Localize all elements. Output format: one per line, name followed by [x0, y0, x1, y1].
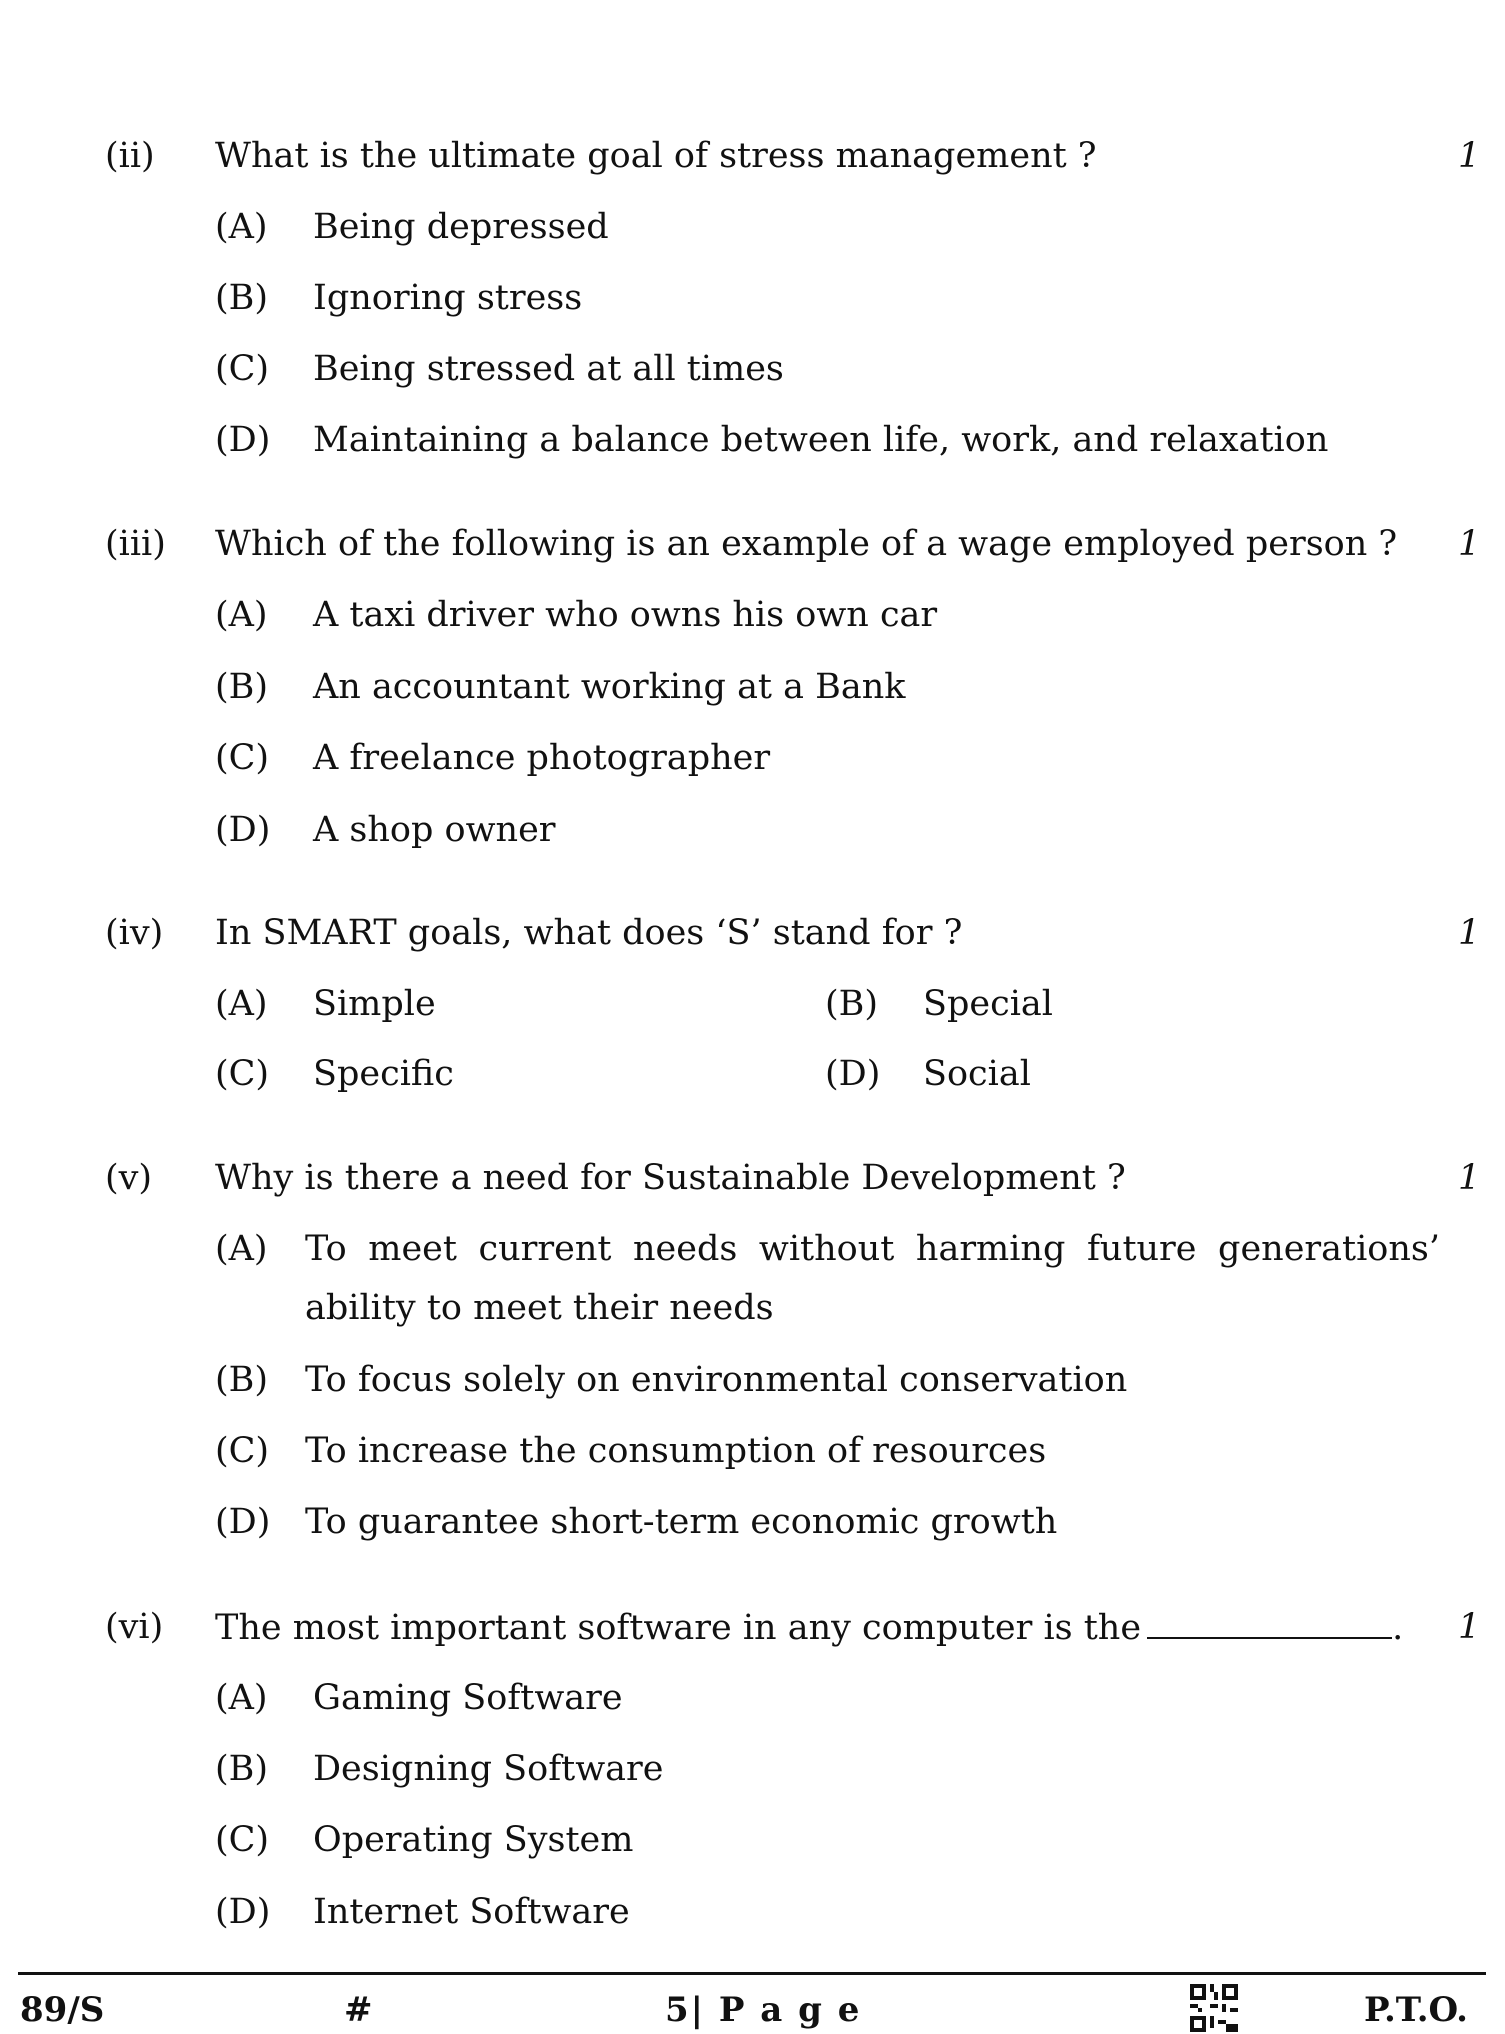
footer-divider [18, 1972, 1486, 1975]
option-text: A taxi driver who owns his own car [313, 595, 938, 635]
question-number: (vi) [105, 1607, 164, 1647]
paper-code: 89/S [20, 1990, 105, 2030]
option-text: Operating System [313, 1820, 634, 1860]
option-text: An accountant working at a Bank [313, 667, 906, 707]
option-text-line-2: ability to meet their needs [305, 1288, 774, 1328]
fill-in-blank [1147, 1607, 1392, 1639]
option-text: Internet Software [313, 1892, 630, 1932]
option-text: Gaming Software [313, 1678, 623, 1718]
option-label: (D) [825, 1054, 881, 1094]
option-text: A shop owner [313, 810, 556, 850]
question-text-end: . [1392, 1608, 1404, 1648]
option-text: Being depressed [313, 207, 609, 247]
option-label: (D) [215, 1892, 271, 1932]
option-label: (B) [215, 278, 269, 318]
question-text: Why is there a need for Sustainable Development ? [215, 1158, 1126, 1198]
hash-mark: # [344, 1990, 373, 2030]
option-label: (A) [215, 1229, 268, 1269]
option-text-line-1: To meet current needs without harming future generations’ [305, 1229, 1440, 1269]
option-label: (D) [215, 1502, 271, 1542]
option-text: Simple [313, 984, 436, 1024]
option-text: Being stressed at all times [313, 349, 784, 389]
option-text: A freelance photographer [313, 738, 771, 778]
option-label: (D) [215, 810, 271, 850]
option-label: (C) [215, 1820, 270, 1860]
question-marks: 1 [1458, 913, 1481, 953]
question-number: (v) [105, 1158, 153, 1198]
pto-label: P.T.O. [1364, 1990, 1468, 2030]
option-text: Social [923, 1054, 1031, 1094]
option-text: To focus solely on environmental conservation [305, 1360, 1128, 1400]
option-label: (C) [215, 1431, 270, 1471]
option-text: To increase the consumption of resources [305, 1431, 1047, 1471]
question-text: Which of the following is an example of a wage employed person ? [215, 524, 1398, 564]
qr-code-icon [1190, 1984, 1238, 2032]
option-label: (B) [825, 984, 879, 1024]
option-text: Special [923, 984, 1053, 1024]
option-label: (B) [215, 667, 269, 707]
option-label: (A) [215, 207, 268, 247]
option-label: (A) [215, 984, 268, 1024]
option-label: (D) [215, 420, 271, 460]
question-number: (iii) [105, 524, 166, 564]
question-marks: 1 [1458, 1607, 1481, 1647]
option-text: To guarantee short-term economic growth [305, 1502, 1058, 1542]
option-text: Maintaining a balance between life, work, and relaxation [313, 420, 1329, 460]
question-marks: 1 [1458, 136, 1481, 176]
question-number: (ii) [105, 136, 155, 176]
option-label: (B) [215, 1360, 269, 1400]
question-text: In SMART goals, what does ‘S’ stand for ? [215, 913, 963, 953]
option-label: (C) [215, 349, 270, 389]
option-text: Ignoring stress [313, 278, 583, 318]
option-label: (C) [215, 1054, 270, 1094]
option-label: (C) [215, 738, 270, 778]
option-label: (B) [215, 1749, 269, 1789]
option-text: Designing Software [313, 1749, 664, 1789]
question-marks: 1 [1458, 1158, 1481, 1198]
question-text-wrapper [215, 1607, 1403, 1648]
page-number: 5| P a g e [665, 1990, 862, 2030]
question-marks: 1 [1458, 524, 1481, 564]
question-text: What is the ultimate goal of stress management ? [215, 136, 1097, 176]
option-text: Specific [313, 1054, 454, 1094]
option-label: (A) [215, 595, 268, 635]
option-label: (A) [215, 1678, 268, 1718]
question-number: (iv) [105, 913, 164, 953]
question-text: The most important software in any computer is the [215, 1608, 1142, 1648]
